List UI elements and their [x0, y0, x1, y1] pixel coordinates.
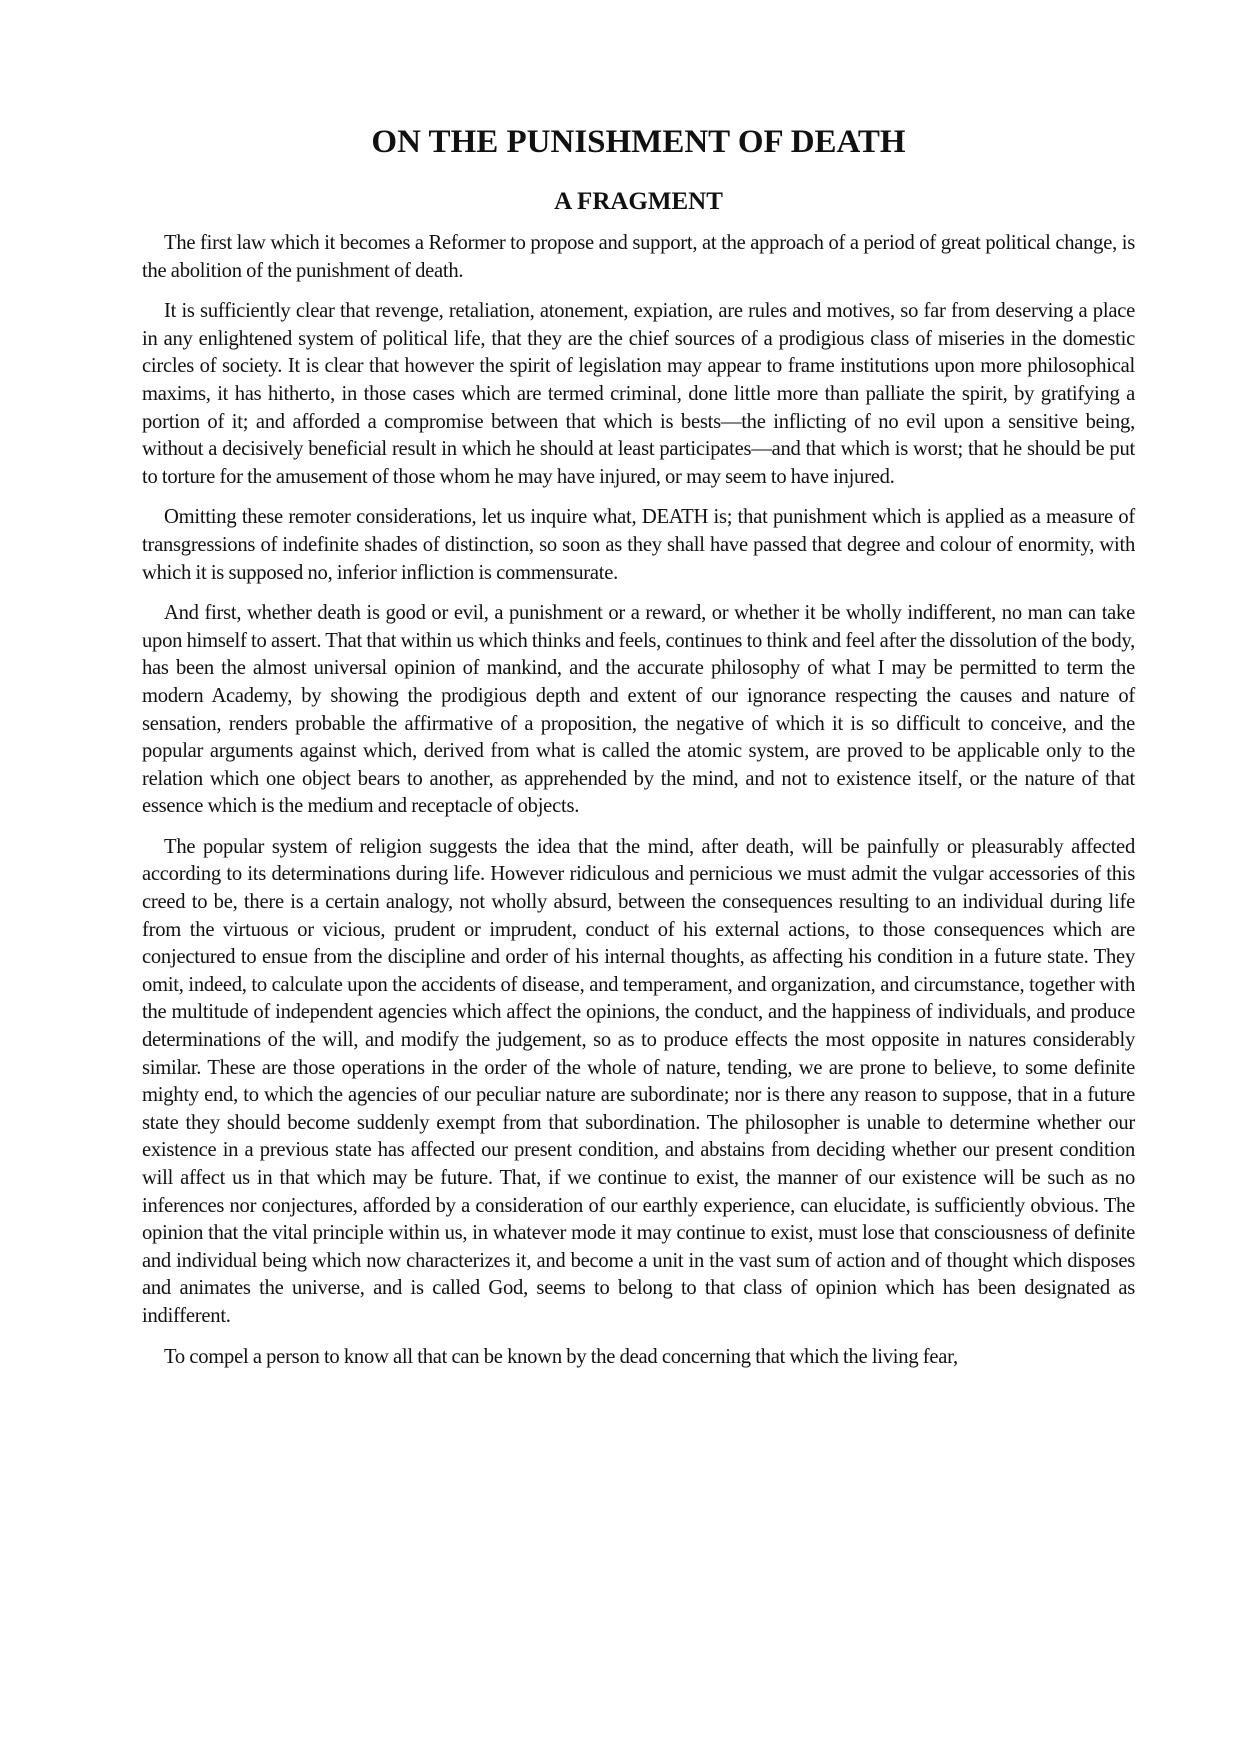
- paragraph: The popular system of religion suggests the idea that the mind, after death, will be painfully or pleasurably affected according to its determinations during life. However ridiculous and pernicious we must admit the vulgar accessories of this creed to be, there is a certain analogy, not wholly absurd, between the consequences resulting to an individual during life from the virtuous or vicious, prudent or imprudent, conduct of his external actions, to those consequences which are conjectured to ensue from the discipline and order of his internal thoughts, as affecting his condition in a future state. They omit, indeed, to calculate upon the accidents of disease, and temperament, and organization, and circumstance, together with the multitude of independent agencies which affect the opinions, the conduct, and the happiness of individuals, and produce determinations of the will, and modify the judgement, so as to produce effects the most opposite in natures considerably similar. These are those operations in the order of the whole of nature, tending, we are prone to believe, to some definite mighty end, to which the agencies of our peculiar nature are subordinate; nor is there any reason to suppose, that in a future state they should become suddenly exempt from that subordination. The philosopher is unable to determine whether our existence in a previous state has affected our present condition, and abstains from deciding whether our present condition will affect us in that which may be future. That, if we continue to exist, the manner of our existence will be such as no inferences nor conjectures, afforded by a consideration of our earthly experience, can elucidate, is sufficiently obvious. The opinion that the vital principle within us, in whatever mode it may continue to exist, must lose that consciousness of definite and individual being which now characterizes it, and become a unit in the vast sum of action and of thought which disposes and animates the universe, and is called God, seems to belong to that class of opinion which has been designated as indifferent.: [142, 835, 1135, 1327]
- paragraph: And first, whether death is good or evil, a punishment or a reward, or whether it be wholly indifferent, no man can take upon himself to assert. That that within us which thinks and feels, continues to think and feel after the dissolution of the body, has been the almost universal opinion of mankind, and the accurate philosophy of what I may be permitted to term the modern Academy, by showing the prodigious depth and extent of our ignorance respecting the causes and nature of sensation, renders probable the affirmative of a proposition, the negative of which it is so difficult to conceive, and the popular arguments against which, derived from what is called the atomic system, are proved to be applicable only to the relation which one object bears to another, as apprehended by the mind, and not to existence itself, or the nature of that essence which is the medium and receptacle of objects.: [142, 602, 1135, 818]
- paragraph: To compel a person to know all that can be known by the dead concerning that which the living fear,: [164, 1345, 958, 1368]
- document-subtitle: A FRAGMENT: [554, 188, 723, 215]
- paragraph: Omitting these remoter considerations, let us inquire what, DEATH is; that punishment which is applied as a measure of transgressions of indefinite shades of distinction, so soon as they shall have passed that degree and colour of enormity, with which it is supposed no, inferior infliction is commensurate.: [142, 506, 1135, 584]
- paragraph: It is sufficiently clear that revenge, retaliation, atonement, expiation, are rules and motives, so far from deserving a place in any enlightened system of political life, that they are the chief sources of a prodigious class of miseries in the domestic circles of society. It is clear that however the spirit of legislation may appear to frame institutions upon more philosophical maxims, it has hitherto, in those cases which are termed criminal, done little more than palliate the spirit, by gratifying a portion of it; and afforded a compromise between that which is bests—the inflicting of no evil upon a sensitive being, without a decisively beneficial result in which he should at least participates—and that which is worst; that he should be put to torture for the amusement of those whom he may have injured, or may seem to have injured.: [142, 300, 1135, 488]
- paragraph: The first law which it becomes a Reformer to propose and support, at the approach of a period of great political change, is the abolition of the punishment of death.: [142, 232, 1135, 282]
- document-title: ON THE PUNISHMENT OF DEATH: [371, 124, 906, 160]
- document-page: [142, 120, 1135, 1384]
